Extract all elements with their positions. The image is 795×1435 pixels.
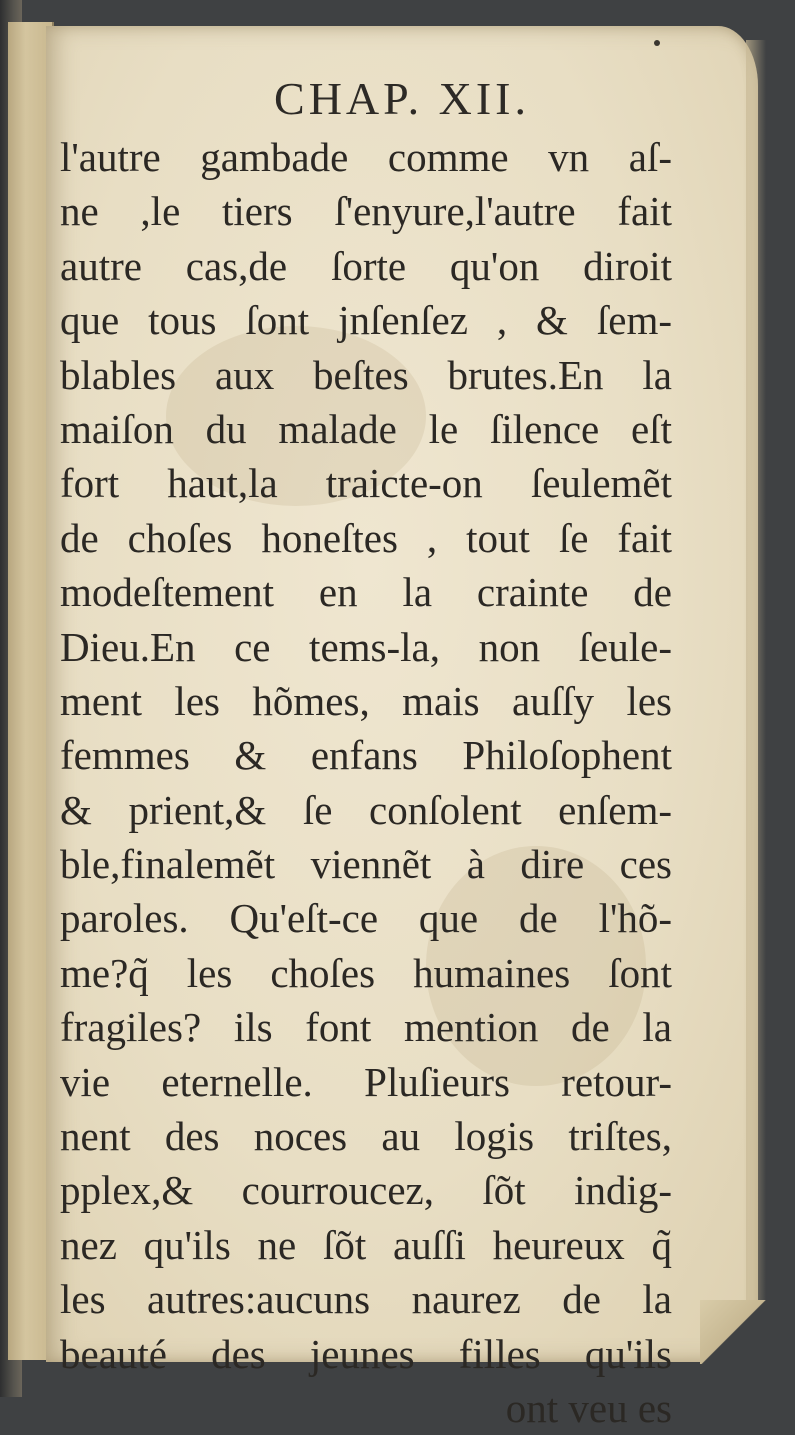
chapter-heading: CHAP. XII.: [274, 73, 530, 124]
page-corner-fold: [700, 1300, 766, 1364]
text-line: modeſtement en la crainte de: [60, 569, 672, 616]
text-line: ne ,le tiers ſ'enyure,l'autre fait: [60, 188, 672, 235]
text-line: vie eternelle. Pluſieurs retour-: [60, 1058, 672, 1105]
text-line: me?q̃ les choſes humaines ſont: [60, 949, 672, 996]
page-edge: [746, 40, 766, 1320]
text-line: nent des noces au logis triſtes,: [60, 1113, 672, 1160]
text-line: femmes & enfans Philoſophent: [60, 732, 672, 779]
text-line: fragiles? ils font mention de la: [60, 1004, 672, 1051]
text-line: l'autre gambade comme vn aſ-: [60, 134, 672, 180]
ink-speck: [654, 40, 660, 46]
text-line: nez qu'ils ne ſõt auſſi heureux q̃: [60, 1221, 672, 1268]
text-line: fort haut,la traicte-on ſeulemẽt: [60, 460, 672, 507]
text-line: que tous ſont jnſenſez , & ſem-: [60, 297, 672, 344]
book-page: [46, 26, 758, 1431]
text-line: beauté des jeunes filles qu'ils: [60, 1330, 672, 1377]
page-body-text: [60, 130, 672, 1435]
text-line: de choſes honeſtes , tout ſe fait: [60, 514, 672, 561]
text-line: maiſon du malade le ſilence eſt: [60, 405, 672, 452]
text-line: Dieu.En ce tems-la, non ſeule-: [60, 623, 672, 670]
text-line: ment les hõmes, mais auſſy les: [60, 677, 672, 724]
text-line: ble,finalemẽt viennẽt à dire ces: [60, 841, 672, 888]
text-line: blables aux beſtes brutes.En la: [60, 351, 672, 398]
text-line: pplex,& courroucez, ſõt indig-: [60, 1167, 672, 1214]
text-line: les autres:aucuns naurez de la: [60, 1276, 672, 1323]
text-line: & prient,& ſe conſolent enſem-: [60, 786, 672, 833]
text-line: autre cas,de ſorte qu'on diroit: [60, 242, 672, 289]
text-line: paroles. Qu'eſt-ce que de l'hõ-: [60, 895, 672, 942]
catchword: ont veu es: [505, 1384, 672, 1431]
